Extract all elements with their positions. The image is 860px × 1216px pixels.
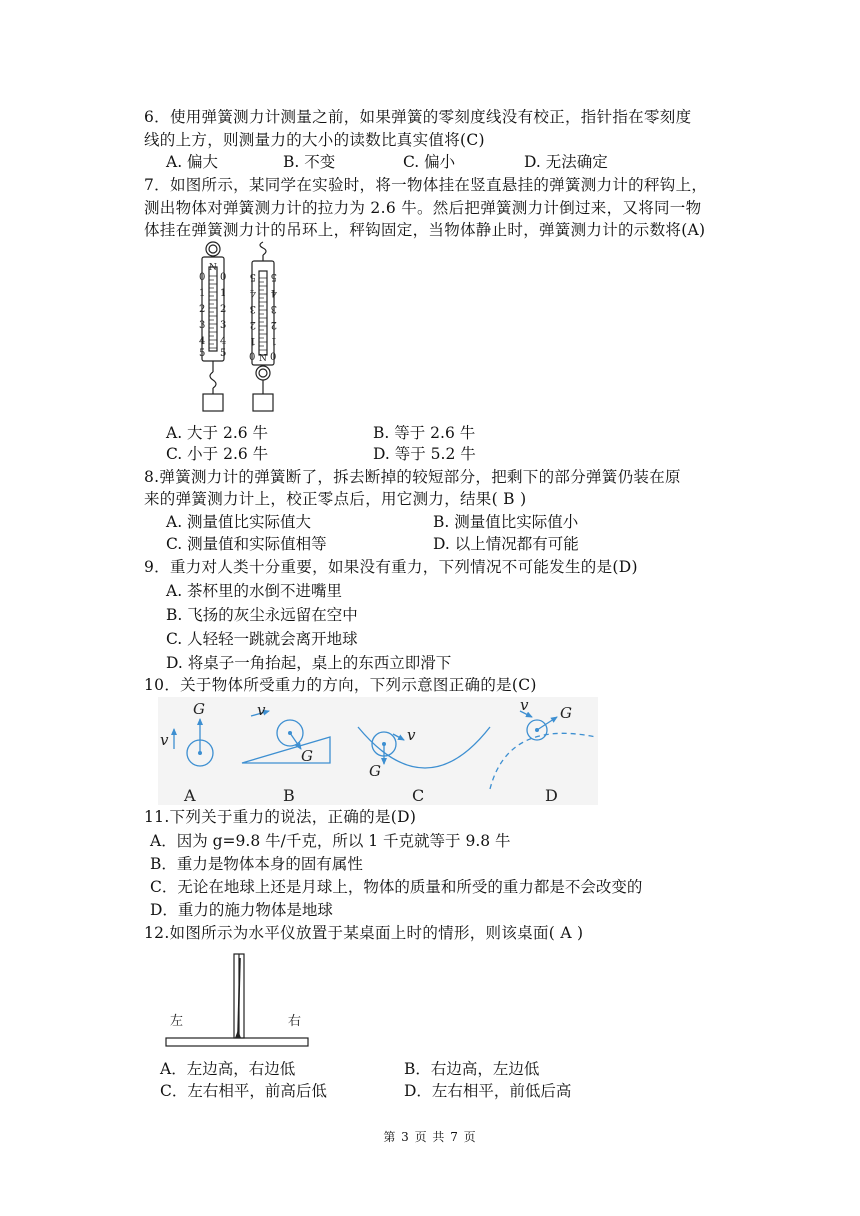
q9-option-a: A. 茶杯里的水倒不进嘴里 — [166, 582, 343, 600]
q7-stem-line3: 体挂在弹簧测力计的吊环上，秤钩固定，当物体静止时，弹簧测力计的示数将(A) — [144, 221, 706, 239]
inverted-scale-label-left-2: 2 — [249, 319, 256, 330]
spirit-level-figure — [160, 950, 315, 1050]
plumb-line — [238, 958, 240, 1034]
q6-stem-line1: 6．使用弹簧测力计测量之前，如果弹簧的零刻度线没有校正，指针指在零刻度 — [144, 108, 692, 126]
upright-scale-label-right-2: 2 — [220, 304, 227, 315]
upright-scale-label-left-4: 4 — [199, 336, 206, 347]
gravity-direction-figure — [158, 697, 598, 805]
q8-option-c: C. 测量值和实际值相等 — [166, 535, 327, 553]
level-frame — [166, 954, 308, 1046]
inverted-scale-label-right-5: 5 — [270, 271, 277, 282]
upright-scale-unit: N — [209, 263, 217, 273]
q7-stem-line2: 测出物体对弹簧测力计的拉力为 2.6 牛。然后把弹簧测力计倒过来，又将同一物 — [144, 199, 702, 217]
panel-b-caption: B — [283, 786, 295, 805]
q11-option-c: C．无论在地球上还是月球上，物体的质量和所受的重力都是不会改变的 — [150, 878, 643, 896]
panel-d-caption: D — [545, 786, 558, 805]
upright-scale-label-left-0: 0 — [199, 272, 206, 283]
q9-option-d: D. 将桌子一角抬起，桌上的东西立即滑下 — [166, 654, 452, 672]
left-side-label: 左 — [170, 1014, 184, 1029]
upright-scale-ticks — [209, 276, 217, 348]
panel-b-force-label: G — [301, 747, 313, 765]
panel-b-velocity-label: v — [257, 701, 266, 719]
q8-stem-line2: 来的弹簧测力计上，校正零点后，用它测力，结果( B ) — [144, 490, 527, 508]
inverted-scale-label-right-3: 3 — [270, 303, 277, 314]
upright-scale-label-left-1: 1 — [199, 288, 206, 299]
upright-scale-label-left-2: 2 — [199, 304, 206, 315]
q7-option-b: B. 等于 2.6 牛 — [373, 424, 476, 442]
q8-option-d: D. 以上情况都有可能 — [433, 535, 579, 553]
panel-d-center-dot — [535, 728, 539, 732]
panel-a-force-label: G — [193, 700, 205, 718]
inverted-scale-ticks — [259, 278, 267, 350]
q12-option-a: A．左边高，右边低 — [160, 1060, 296, 1078]
panel-c-force-label: G — [369, 762, 381, 780]
inverted-scale-unit: N — [259, 354, 267, 364]
inverted-scale-label-right-1: 1 — [270, 335, 277, 346]
q8-stem-line1: 8.弹簧测力计的弹簧断了，拆去断掉的较短部分，把剩下的部分弹簧仍装在原 — [144, 468, 681, 486]
panel-c-velocity-label: v — [407, 726, 416, 744]
inverted-scale-label-left-4: 4 — [249, 287, 256, 298]
q6-option-c: C. 偏小 — [403, 153, 456, 171]
q12-option-b: B．右边高，左边低 — [404, 1060, 540, 1078]
q10-stem-line1: 10．关于物体所受重力的方向，下列示意图正确的是(C) — [144, 676, 537, 694]
inverted-scale-label-right-0: 0 — [270, 352, 277, 363]
right-side-label: 右 — [288, 1014, 302, 1029]
inverted-scale-label-left-0: 0 — [249, 352, 256, 363]
q8-option-b: B. 测量值比实际值小 — [433, 513, 579, 531]
upright-scale-label-left-3: 3 — [199, 320, 206, 331]
upright-scale-label-right-4: 4 — [220, 336, 227, 347]
panel-c-center-dot — [382, 742, 386, 746]
q11-option-a: A．因为 g=9.8 牛/千克，所以 1 千克就等于 9.8 牛 — [150, 832, 511, 850]
q12-stem-line1: 12.如图所示为水平仪放置于某桌面上时的情形，则该桌面( A ) — [144, 924, 584, 942]
q11-stem-line1: 11.下列关于重力的说法，正确的是(D) — [144, 808, 417, 826]
q8-option-a: A. 测量值比实际值大 — [166, 513, 312, 531]
panel-a-velocity-label: v — [160, 731, 169, 749]
upright-scale-label-right-3: 3 — [220, 320, 227, 331]
q12-option-c: C．左右相平，前高后低 — [160, 1082, 327, 1100]
q9-stem-line1: 9．重力对人类十分重要，如果没有重力，下列情况不可能发生的是(D) — [144, 558, 638, 576]
panel-c-caption: C — [412, 786, 425, 805]
panel-b-center-dot — [288, 731, 292, 735]
inverted-scale-label-left-5: 5 — [249, 271, 256, 282]
spring-scale-figure — [190, 240, 300, 412]
q6-stem-line2: 线的上方，则测量力的大小的读数比真实值将(C) — [144, 131, 485, 149]
inverted-scale-label-right-4: 4 — [270, 287, 277, 298]
inverted-scale-label-left-3: 3 — [249, 303, 256, 314]
q7-stem-line1: 7．如图所示，某同学在实验时，将一物体挂在竖直悬挂的弹簧测力计的秤钩上， — [144, 176, 708, 194]
q7-option-c: C. 小于 2.6 牛 — [166, 445, 269, 463]
q6-option-b: B. 不变 — [283, 153, 336, 171]
inverted-scale-label-right-2: 2 — [270, 319, 277, 330]
plumb-bob — [235, 1030, 241, 1038]
upright-scale-label-right-5: 5 — [220, 348, 227, 359]
upright-scale-label-left-5: 5 — [199, 348, 206, 359]
q6-option-d: D. 无法确定 — [524, 153, 608, 171]
q9-option-b: B. 飞扬的灰尘永远留在空中 — [166, 606, 358, 624]
upright-scale-label-right-0: 0 — [220, 272, 227, 283]
q7-option-a: A. 大于 2.6 牛 — [166, 424, 269, 442]
panel-d-velocity-label: v — [520, 697, 529, 714]
q7-option-d: D. 等于 5.2 牛 — [373, 445, 476, 463]
inverted-scale-label-left-1: 1 — [249, 335, 256, 346]
q6-option-a: A. 偏大 — [166, 153, 219, 171]
panel-a-caption: A — [184, 786, 196, 805]
panel-a-center-dot — [198, 751, 202, 755]
q11-option-d: D．重力的施力物体是地球 — [150, 901, 333, 919]
upright-scale-label-right-1: 1 — [220, 288, 227, 299]
panel-d-force-label: G — [560, 704, 572, 722]
q9-option-c: C. 人轻轻一跳就会离开地球 — [166, 630, 358, 648]
q12-option-d: D．左右相平，前低后高 — [404, 1082, 572, 1100]
q11-option-b: B．重力是物体本身的固有属性 — [150, 855, 363, 873]
page-footer: 第 3 页 共 7 页 — [383, 1130, 477, 1144]
